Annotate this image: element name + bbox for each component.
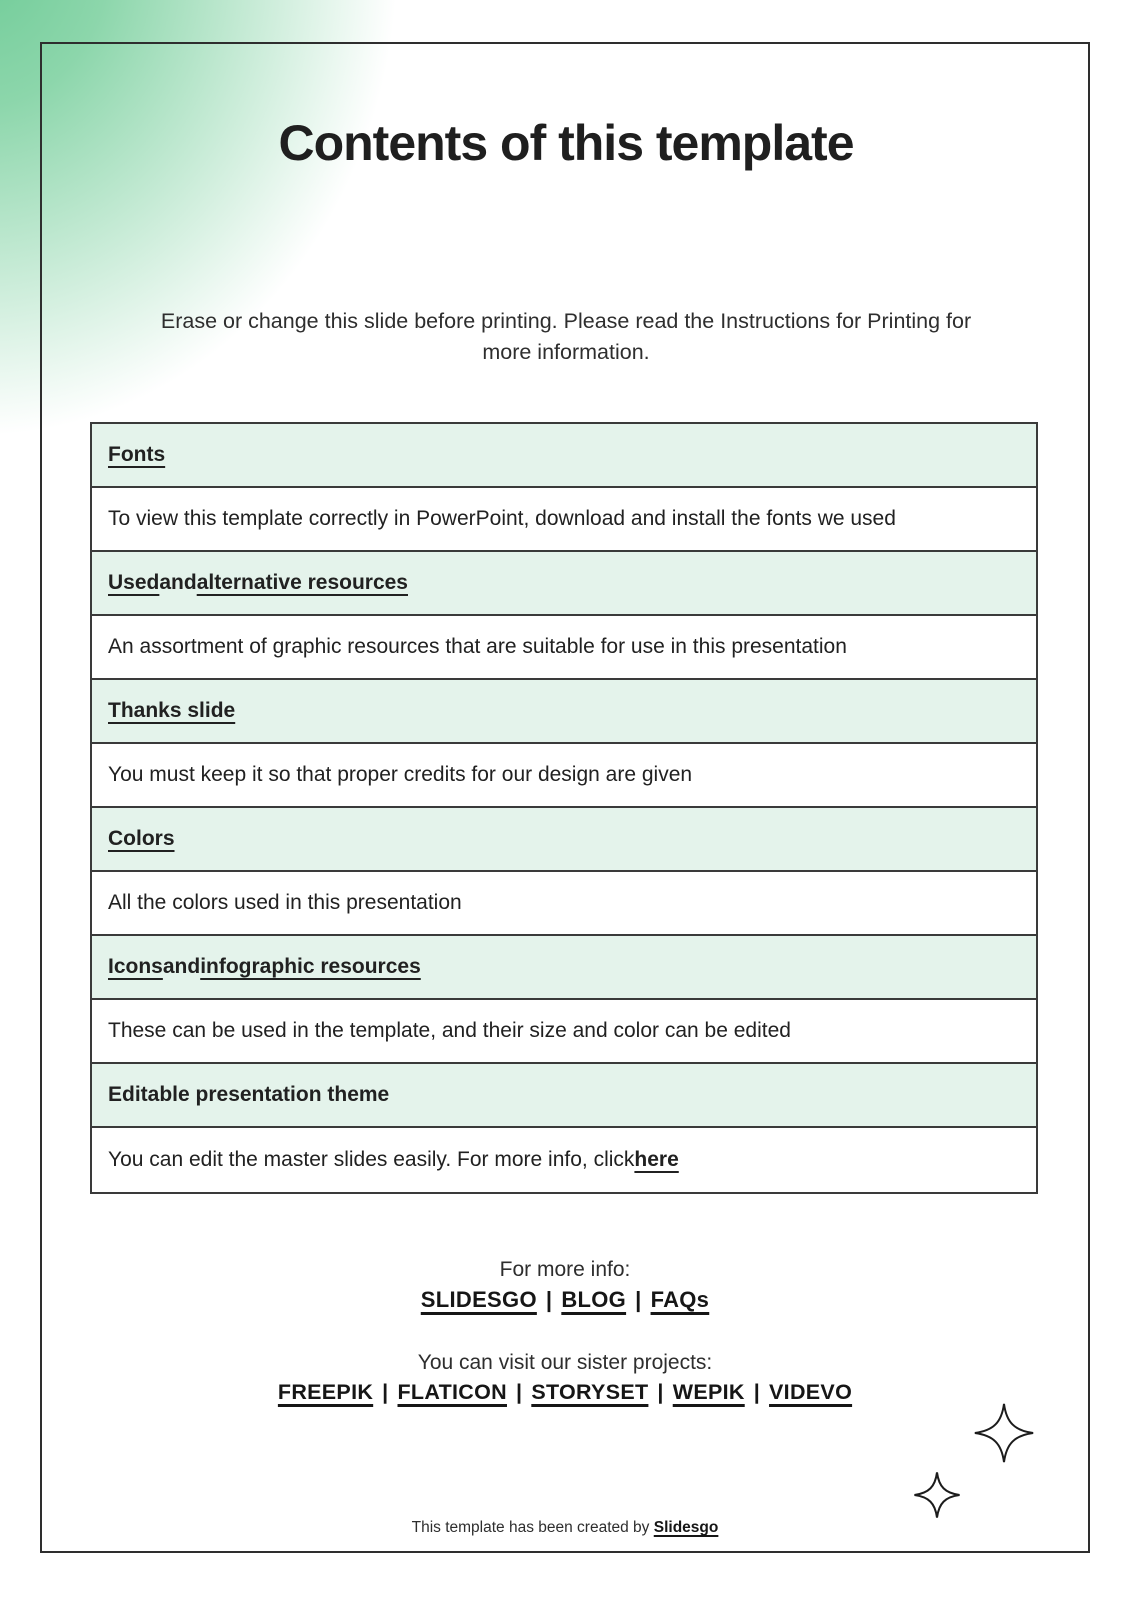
toc-row-header bbox=[92, 1064, 1036, 1128]
credit-text: This template has been created by bbox=[411, 1519, 654, 1536]
toc-row-body bbox=[92, 1128, 1036, 1192]
toc-text: These can be used in the template, and their size and color can be edited bbox=[108, 1019, 791, 1043]
link-separator: | bbox=[635, 1287, 642, 1312]
link-separator: | bbox=[545, 1287, 553, 1312]
toc-row-header bbox=[92, 424, 1036, 488]
toc-row-header bbox=[92, 552, 1036, 616]
toc-text: All the colors used in this presentation bbox=[108, 891, 462, 915]
toc-text: Editable presentation theme bbox=[108, 1083, 390, 1107]
sparkle-icon bbox=[913, 1470, 961, 1520]
toc-link[interactable]: Colors bbox=[108, 827, 175, 851]
sister-link-wepik[interactable]: WEPIK bbox=[672, 1380, 745, 1404]
toc-link[interactable]: Icons bbox=[108, 955, 163, 979]
toc-row-header bbox=[92, 680, 1036, 744]
toc-row-header bbox=[92, 936, 1036, 1000]
contents-table bbox=[90, 422, 1038, 1194]
toc-row-body bbox=[92, 1000, 1036, 1064]
credit-line bbox=[40, 1519, 1090, 1537]
page-title: Contents of this template bbox=[278, 115, 854, 171]
toc-row-body bbox=[92, 744, 1036, 808]
toc-row-body bbox=[92, 616, 1036, 680]
toc-text: and bbox=[159, 571, 197, 595]
sister-link-freepik[interactable]: FREEPIK bbox=[277, 1380, 374, 1404]
toc-row-body bbox=[92, 872, 1036, 936]
toc-row-header bbox=[92, 808, 1036, 872]
info-links-row bbox=[40, 1287, 1090, 1313]
more-info-label: For more info: bbox=[499, 1258, 631, 1281]
link-separator: | bbox=[657, 1380, 664, 1404]
more-info-section bbox=[40, 1258, 1090, 1313]
link-separator: | bbox=[382, 1380, 389, 1404]
toc-link[interactable]: alternative resources bbox=[196, 571, 408, 595]
link-separator: | bbox=[515, 1380, 523, 1404]
sister-links-row bbox=[40, 1380, 1090, 1405]
toc-row-body bbox=[92, 488, 1036, 552]
toc-link[interactable]: Thanks slide bbox=[108, 699, 236, 723]
sister-link-flaticon[interactable]: FLATICON bbox=[397, 1380, 507, 1404]
info-link-slidesgo[interactable]: SLIDESGO bbox=[420, 1287, 537, 1312]
toc-link[interactable]: here bbox=[634, 1148, 679, 1172]
sister-projects-label: You can visit our sister projects: bbox=[417, 1351, 713, 1374]
sister-link-videvo[interactable]: VIDEVO bbox=[769, 1380, 853, 1404]
sister-projects-section bbox=[40, 1351, 1090, 1405]
info-link-faqs[interactable]: FAQs bbox=[650, 1287, 710, 1312]
toc-link[interactable]: Fonts bbox=[108, 443, 166, 467]
link-separator: | bbox=[753, 1380, 761, 1404]
slidesgo-credit-link[interactable]: Slidesgo bbox=[653, 1519, 719, 1536]
toc-text: and bbox=[162, 955, 201, 979]
toc-text: You must keep it so that proper credits for our design are given bbox=[108, 763, 693, 787]
toc-link[interactable]: Used bbox=[108, 571, 160, 595]
sparkle-icon bbox=[973, 1399, 1035, 1467]
toc-link[interactable]: infographic resources bbox=[200, 955, 421, 979]
intro-text: Erase or change this slide before printing. Please read the Instructions for Printing for more information. bbox=[160, 309, 972, 364]
sister-link-storyset[interactable]: STORYSET bbox=[531, 1380, 649, 1404]
info-link-blog[interactable]: BLOG bbox=[561, 1287, 627, 1312]
toc-text: An assortment of graphic resources that are suitable for use in this presentation bbox=[108, 635, 847, 659]
toc-text: To view this template correctly in PowerPoint, download and install the fonts we used bbox=[108, 507, 896, 531]
toc-text: You can edit the master slides easily. For more info, click bbox=[108, 1148, 635, 1172]
